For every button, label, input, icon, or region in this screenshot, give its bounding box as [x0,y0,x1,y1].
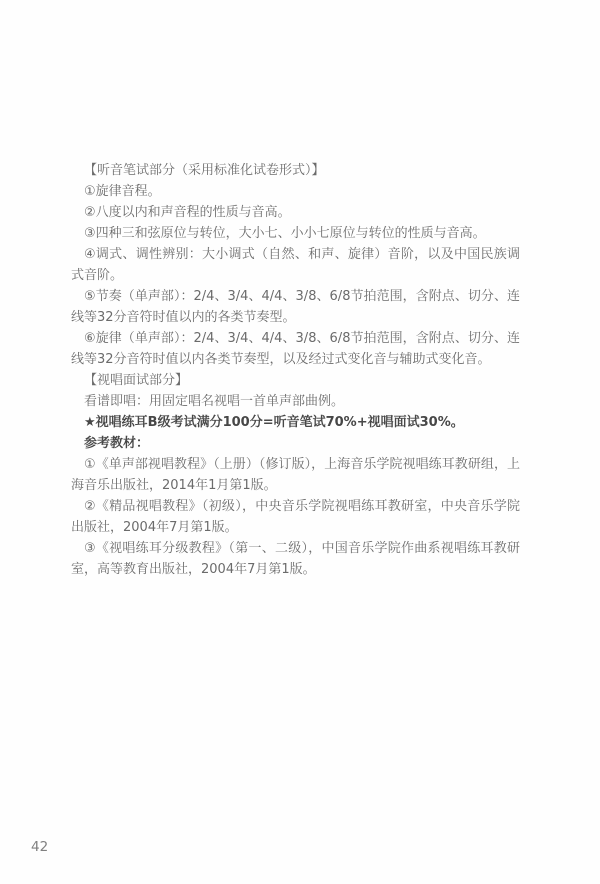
emphasis-paragraph: ★视唱练耳B级考试满分100分=听音笔试70%+视唱面试30%。 [84,415,464,430]
paragraph: ②八度以内和声音程的性质与音高。 [84,205,291,220]
paragraph: ③《视唱练耳分级教程》（第一、二级），中国音乐学院作曲系视唱练耳教研室，高等教育出版社，2004年7月第1版。 [71,541,520,577]
paragraph: ④调式、调性辨别：大小调式（自然、和声、旋律）音阶，以及中国民族调式音阶。 [71,247,520,283]
text-block [71,160,520,580]
paragraph: ①《单声部视唱教程》（上册）（修订版），上海音乐学院视唱练耳教研组，上海音乐出版社，2014年1月第1版。 [71,457,520,493]
paragraph: 看谱即唱：用固定唱名视唱一首单声部曲例。 [84,394,345,409]
paragraph: ③四种三和弦原位与转位，大小七、小小七原位与转位的性质与音高。 [84,226,486,241]
paragraph: ⑥旋律（单声部）：2/4、3/4、4/4、3/8、6/8节拍范围，含附点、切分、连线等32分音符时值以内各类节奏型，以及经过式变化音与辅助式变化音。 [71,331,520,367]
paragraph: ⑤节奏（单声部）：2/4、3/4、4/4、3/8、6/8节拍范围，含附点、切分、连线等32分音符时值以内的各类节奏型。 [71,289,520,325]
paragraph: 【听音笔试部分（采用标准化试卷形式）】 [84,163,325,178]
paragraph: 【视唱面试部分】 [84,373,189,388]
page-number: 42 [31,839,49,855]
emphasis-paragraph: 参考教材： [84,436,150,451]
paragraph: ①旋律音程。 [84,184,161,199]
paragraph: ②《精品视唱教程》（初级），中央音乐学院视唱练耳教研室，中央音乐学院出版社，2004年7月第1版。 [71,499,520,535]
